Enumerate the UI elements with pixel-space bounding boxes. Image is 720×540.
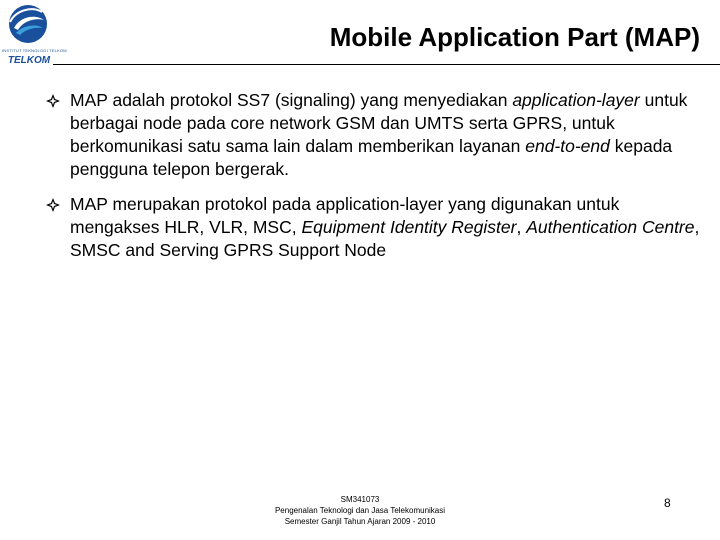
telkom-logo (2, 2, 67, 66)
title-divider (53, 64, 720, 65)
bullet-text: , SMSC and Serving GPRS Support Node (70, 217, 700, 260)
diamond-bullet-icon (46, 94, 60, 108)
bullet-text: , (516, 217, 527, 237)
slide-title: Mobile Application Part (MAP) (329, 22, 700, 52)
logo-name: TELKOM (7, 55, 51, 66)
bullet-item (46, 193, 706, 262)
bullet-item (46, 89, 706, 181)
bullet-text: untuk berbagai node pada core network GSM dan UMTS serta GPRS, untuk berkomunikasi satu sama lain dalam memberikan layanan (70, 90, 688, 156)
diamond-bullet-icon (46, 198, 60, 212)
bullet-italic-term: application-layer (512, 90, 640, 110)
bullet-italic-term: Equipment Identity Register (301, 217, 517, 237)
bullet-text: kepada pengguna telepon bergerak. (70, 136, 673, 179)
bullet-italic-term: Authentication Centre (526, 217, 695, 237)
bullet-text: MAP merupakan protokol pada application-layer yang digunakan untuk mengakses HLR, VLR, MSC, (70, 194, 620, 237)
logo-caption: INSTITUT TEKNOLOGI TELKOM (2, 48, 67, 53)
bullet-list (46, 89, 706, 274)
page-number: 8 (664, 496, 671, 510)
bullet-italic-term: end-to-end (525, 136, 610, 156)
slide-footer (230, 494, 490, 527)
bullet-text: MAP adalah protokol SS7 (signaling) yang menyediakan (70, 90, 513, 110)
telkom-logo-icon (2, 2, 54, 48)
course-code: SM341073 (340, 495, 380, 504)
semester-info: Semester Ganjil Tahun Ajaran 2009 - 2010 (284, 517, 436, 526)
course-name: Pengenalan Teknologi dan Jasa Telekomunikasi (274, 506, 446, 515)
